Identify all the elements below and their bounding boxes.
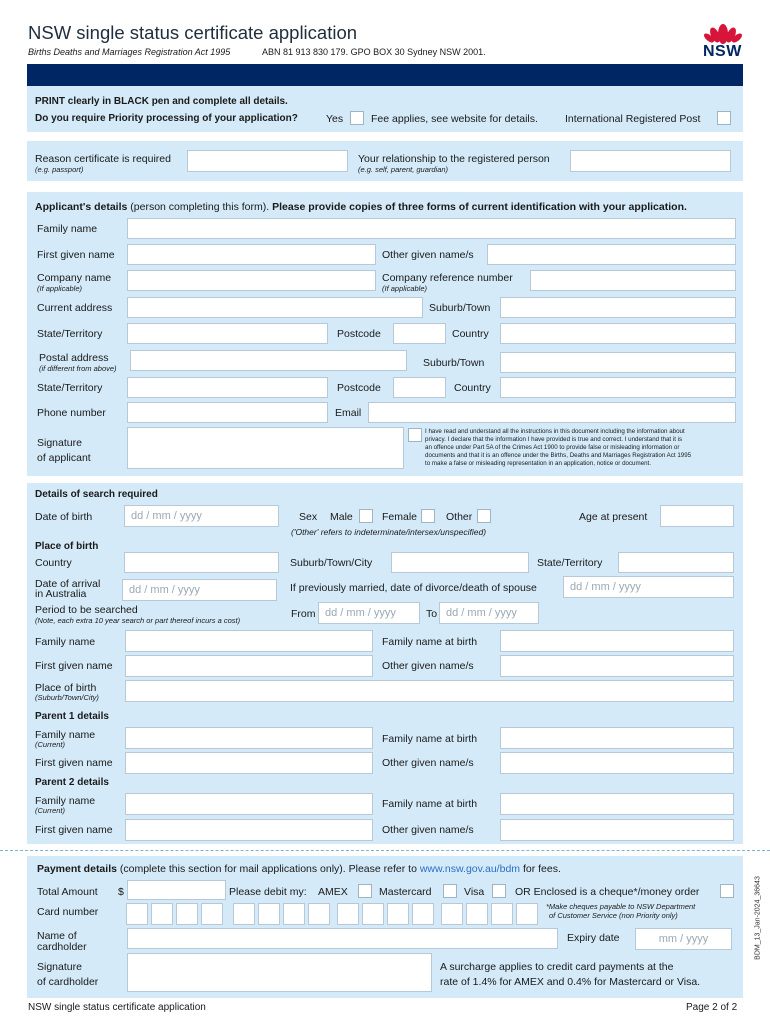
- cheque-checkbox[interactable]: [720, 884, 734, 898]
- card-digit-box[interactable]: [233, 903, 255, 925]
- nsw-logo: [700, 18, 746, 62]
- total-amount-input[interactable]: [127, 880, 226, 900]
- card-number-label: Card number: [37, 906, 99, 918]
- parent2-family-birth-input[interactable]: [500, 793, 734, 815]
- postcode2-label: Postcode: [337, 382, 381, 394]
- surcharge-note-2: rate of 1.4% for AMEX and 0.4% for Mastercard or Visa.: [440, 976, 701, 988]
- period-note: (Note, each extra 10 year search or part thereof incurs a cost): [35, 616, 241, 625]
- cheque-note-2: of Customer Service (non Priority only): [549, 911, 678, 920]
- card-digit-box[interactable]: [283, 903, 305, 925]
- country-input[interactable]: [500, 323, 736, 344]
- reason-label: Reason certificate is required: [35, 153, 171, 165]
- email-label: Email: [335, 407, 362, 419]
- search-first-label: First given name: [35, 660, 113, 672]
- payment-heading: [37, 863, 561, 876]
- parent1-family-birth-input[interactable]: [500, 727, 734, 749]
- search-family-birth-input[interactable]: [500, 630, 734, 652]
- parent2-first-input[interactable]: [125, 819, 373, 841]
- card-digit-box[interactable]: [258, 903, 280, 925]
- card-digit-box[interactable]: [151, 903, 173, 925]
- cardholder-name-input[interactable]: [127, 928, 558, 949]
- mastercard-checkbox[interactable]: [443, 884, 457, 898]
- pob-state-label: State/Territory: [537, 557, 603, 569]
- payment-heading-bold: Payment details: [37, 863, 117, 875]
- print-instruction: PRINT clearly in BLACK pen and complete all details.: [35, 96, 288, 107]
- parent2-first-label: First given name: [35, 824, 113, 836]
- company-input[interactable]: [127, 270, 376, 291]
- parent1-current-hint: (Current): [35, 740, 66, 749]
- country2-input[interactable]: [500, 377, 736, 398]
- arrival-date-input[interactable]: dd / mm / yyyy: [122, 579, 277, 601]
- pob-suburb-label: Suburb/Town/City: [290, 557, 373, 569]
- dob-input[interactable]: dd / mm / yyyy: [124, 505, 279, 527]
- card-digit-box[interactable]: [412, 903, 434, 925]
- card-digit-box[interactable]: [466, 903, 488, 925]
- pob-state-input[interactable]: [618, 552, 734, 573]
- suburb2-input[interactable]: [500, 352, 736, 373]
- card-digit-box[interactable]: [387, 903, 409, 925]
- cardholder-sig-label: Signature: [37, 961, 82, 973]
- mastercard-label: Mastercard: [379, 886, 432, 898]
- cardholder-sig-label-2: of cardholder: [37, 976, 99, 988]
- applicant-heading-normal: (person completing this form).: [127, 201, 273, 213]
- search-heading: Details of search required: [35, 489, 158, 500]
- fees-link[interactable]: www.nsw.gov.au/bdm: [419, 863, 521, 875]
- company-ref-label: Company reference number: [382, 272, 513, 284]
- sex-label: Sex: [299, 511, 318, 523]
- parent1-other-input[interactable]: [500, 752, 734, 774]
- phone-input[interactable]: [127, 402, 328, 423]
- declaration-line-2: privacy. I declare that the information I have provided is true and correct. I understand that it is: [425, 436, 683, 444]
- postal-input[interactable]: [130, 350, 407, 371]
- cheque-note-1: *Make cheques payable to NSW Department: [546, 902, 696, 911]
- phone-label: Phone number: [37, 407, 106, 419]
- dob-label: Date of birth: [35, 511, 93, 523]
- footer-title: NSW single status certificate application: [28, 1002, 206, 1013]
- applicant-heading-bold: Applicant's details: [35, 201, 128, 213]
- relationship-input[interactable]: [570, 150, 731, 172]
- card-digit-box[interactable]: [362, 903, 384, 925]
- search-first-input[interactable]: [125, 655, 373, 677]
- other-label: Other: [446, 511, 473, 523]
- card-digit-box[interactable]: [308, 903, 330, 925]
- pob-country-input[interactable]: [124, 552, 279, 573]
- priority-question: Do you require Priority processing of your application?: [35, 113, 298, 124]
- applicant-signature-box[interactable]: [127, 427, 404, 469]
- navy-bar: [27, 64, 743, 86]
- period-to-input[interactable]: dd / mm / yyyy: [439, 602, 539, 624]
- suburb-label: Suburb/Town: [429, 302, 491, 314]
- first-given-input[interactable]: [127, 244, 376, 265]
- parent2-family-input[interactable]: [125, 793, 373, 815]
- from-label: From: [291, 608, 316, 620]
- parent1-family-input[interactable]: [125, 727, 373, 749]
- logo-text: NSW: [703, 43, 742, 60]
- married-label: If previously married, date of divorce/death of spouse: [290, 582, 537, 594]
- parent1-first-label: First given name: [35, 757, 113, 769]
- age-input[interactable]: [660, 505, 734, 527]
- address-input[interactable]: [127, 297, 423, 318]
- period-label: Period to be searched: [35, 604, 138, 616]
- company-ref-hint: (If applicable): [382, 284, 428, 293]
- search-other-input[interactable]: [500, 655, 734, 677]
- other-given-input[interactable]: [487, 244, 736, 265]
- form-code: BDM_13_Jan-2024_36643: [754, 876, 762, 960]
- arrival-label-2: in Australia: [35, 588, 87, 600]
- declaration-line-3: an offence under Part 5A of the Crimes Act 1900 to provide false or misleading information or: [425, 444, 680, 452]
- search-family-birth-label: Family name at birth: [382, 636, 478, 648]
- visa-label: Visa: [464, 886, 485, 898]
- parent2-heading: Parent 2 details: [35, 777, 109, 788]
- card-digit-box[interactable]: [201, 903, 223, 925]
- priority-yes-label: Yes: [326, 113, 344, 125]
- age-label: Age at present: [579, 511, 648, 523]
- search-pob-hint: (Suburb/Town/City): [35, 693, 99, 702]
- waratah-icon: [700, 18, 746, 46]
- signature-label: Signature: [37, 437, 82, 449]
- company-ref-input[interactable]: [530, 270, 736, 291]
- male-checkbox[interactable]: [359, 509, 373, 523]
- other-checkbox[interactable]: [477, 509, 491, 523]
- suburb-input[interactable]: [500, 297, 736, 318]
- dollar-sign: $: [118, 886, 124, 898]
- country-label: Country: [452, 328, 489, 340]
- card-digit-box[interactable]: [176, 903, 198, 925]
- divorce-date-input[interactable]: dd / mm / yyyy: [563, 576, 734, 598]
- parent2-family-label: Family name: [35, 795, 96, 807]
- first-given-label: First given name: [37, 249, 115, 261]
- search-family-label: Family name: [35, 636, 96, 648]
- cardholder-name-label-2: cardholder: [37, 941, 87, 953]
- debit-label: Please debit my:: [229, 886, 307, 898]
- surcharge-note-1: A surcharge applies to credit card payments at the: [440, 961, 674, 973]
- period-from-input[interactable]: dd / mm / yyyy: [318, 602, 420, 624]
- page-number: Page 2 of 2: [686, 1002, 738, 1013]
- postcode-input[interactable]: [393, 323, 446, 344]
- postal-label: Postal address: [39, 352, 109, 364]
- priority-yes-checkbox[interactable]: [350, 111, 364, 125]
- declaration-line-1: I have read and understand all the instructions in this document including the information about: [425, 428, 685, 435]
- applicant-heading-id: Please provide copies of three forms of current identification with your application.: [272, 201, 687, 213]
- suburb2-label: Suburb/Town: [423, 357, 485, 369]
- declaration-text: [425, 428, 691, 468]
- amex-checkbox[interactable]: [358, 884, 372, 898]
- payment-heading-end: for fees.: [520, 863, 561, 875]
- declaration-line-5: to make a false or misleading representation in an application, notice or document.: [425, 460, 651, 468]
- parent1-first-input[interactable]: [125, 752, 373, 774]
- postcode2-input[interactable]: [393, 377, 446, 398]
- cut-line: [0, 850, 770, 851]
- declaration-checkbox[interactable]: [408, 428, 422, 442]
- declaration-line-4: documents and that it is an offence under the Births, Deaths and Marriages Registration Act 1995: [425, 452, 692, 460]
- family-name-label: Family name: [37, 223, 98, 235]
- card-digit-box[interactable]: [337, 903, 359, 925]
- family-name-input[interactable]: [127, 218, 736, 239]
- state-input[interactable]: [127, 323, 328, 344]
- cardholder-signature-box[interactable]: [127, 953, 432, 992]
- female-label: Female: [382, 511, 418, 523]
- pob-suburb-input[interactable]: [391, 552, 529, 573]
- total-amount-label: Total Amount: [37, 886, 98, 898]
- card-digit-box[interactable]: [491, 903, 513, 925]
- reason-input[interactable]: [187, 150, 348, 172]
- search-other-label: Other given name/s: [382, 660, 474, 672]
- relationship-label: Your relationship to the registered person: [358, 153, 550, 165]
- state2-input[interactable]: [127, 377, 328, 398]
- male-label: Male: [330, 511, 353, 523]
- amex-label: AMEX: [318, 886, 348, 898]
- arrival-label: Date of arrival: [35, 578, 101, 590]
- postal-hint: (if different from above): [39, 364, 117, 373]
- act-subtitle: Births Deaths and Marriages Registration Act 1995: [28, 47, 231, 57]
- parent1-family-birth-label: Family name at birth: [382, 733, 478, 745]
- place-of-birth-heading: Place of birth: [35, 541, 99, 552]
- visa-checkbox[interactable]: [492, 884, 506, 898]
- search-pob-input[interactable]: [125, 680, 734, 702]
- parent1-family-label: Family name: [35, 729, 96, 741]
- intl-post-checkbox[interactable]: [717, 111, 731, 125]
- state2-label: State/Territory: [37, 382, 103, 394]
- email-input[interactable]: [368, 402, 736, 423]
- page-title: NSW single status certificate application: [28, 22, 358, 43]
- abn-subtitle: ABN 81 913 830 179. GPO BOX 30 Sydney NSW 2001.: [262, 47, 486, 57]
- parent1-other-label: Other given name/s: [382, 757, 474, 769]
- state-label: State/Territory: [37, 328, 103, 340]
- search-family-input[interactable]: [125, 630, 373, 652]
- parent2-other-label: Other given name/s: [382, 824, 474, 836]
- address-label: Current address: [37, 302, 113, 314]
- card-digit-box[interactable]: [441, 903, 463, 925]
- sex-other-note: ('Other' refers to indeterminate/intersex/unspecified): [291, 527, 487, 537]
- expiry-label: Expiry date: [567, 932, 620, 944]
- signature-label-2: of applicant: [37, 452, 91, 464]
- pob-country-label: Country: [35, 557, 72, 569]
- fee-note: Fee applies, see website for details.: [371, 113, 538, 125]
- company-label: Company name: [37, 272, 112, 284]
- expiry-input[interactable]: mm / yyyy: [635, 928, 732, 950]
- other-given-label: Other given name/s: [382, 249, 474, 261]
- reason-hint: (e.g. passport): [35, 165, 84, 174]
- intl-post-label: International Registered Post: [565, 113, 701, 125]
- card-digit-box[interactable]: [516, 903, 538, 925]
- parent2-current-hint: (Current): [35, 806, 66, 815]
- company-hint: (If applicable): [37, 284, 83, 293]
- parent1-heading: Parent 1 details: [35, 711, 109, 722]
- cardholder-name-label: Name of: [37, 930, 77, 942]
- to-label: To: [426, 608, 438, 620]
- search-pob-label: Place of birth: [35, 682, 97, 694]
- payment-heading-normal: (complete this section for mail applications only). Please refer to: [116, 863, 420, 875]
- parent2-other-input[interactable]: [500, 819, 734, 841]
- parent2-family-birth-label: Family name at birth: [382, 798, 478, 810]
- postcode-label: Postcode: [337, 328, 381, 340]
- card-digit-box[interactable]: [126, 903, 148, 925]
- applicant-heading: [35, 201, 687, 214]
- relationship-hint: (e.g. self, parent, guardian): [358, 165, 449, 174]
- cheque-label: OR Enclosed is a cheque*/money order: [515, 886, 700, 898]
- female-checkbox[interactable]: [421, 509, 435, 523]
- country2-label: Country: [454, 382, 491, 394]
